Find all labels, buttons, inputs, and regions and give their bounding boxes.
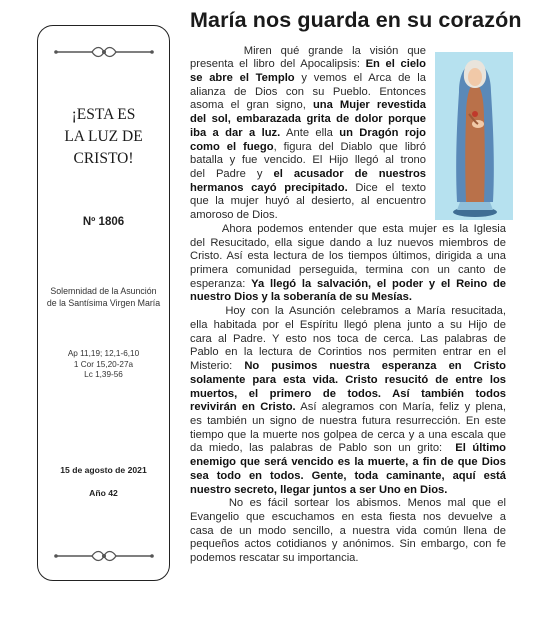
- issue-number: Nº 1806: [82, 216, 125, 228]
- bold-text: revivirán en Cristo.: [190, 401, 296, 414]
- body-text: alianza de Dios con su Pueblo. Entonces: [190, 85, 426, 98]
- article-line: [190, 277, 506, 291]
- reading-item: Lc 1,39-56: [84, 370, 123, 379]
- article-line: [190, 304, 506, 318]
- sidebar-title-line: CRISTO!: [73, 150, 134, 167]
- virgin-mary-statue-icon: [435, 52, 513, 220]
- sidebar-panel: [37, 25, 170, 581]
- bold-text: una Mujer revestida: [312, 99, 426, 112]
- body-text: tiempo que la muerte nos golpea de cerca y a una escala que: [190, 428, 506, 441]
- article-title: María nos guarda en su corazón: [190, 8, 522, 32]
- body-text: asoma el gran signo,: [190, 99, 313, 112]
- bold-text: En el cielo: [365, 58, 426, 71]
- article-line: [190, 98, 426, 112]
- bold-text: iba a dar a luz.: [190, 126, 281, 139]
- feast-name: [38, 285, 169, 309]
- sidebar-title-line: ¡ESTA ES: [71, 106, 136, 123]
- sidebar-title: [38, 104, 169, 170]
- article-line: [190, 469, 506, 483]
- body-text: Cristo. Así esta lectura de los tiempos últimos, dirigida a una: [190, 250, 506, 263]
- article-line: [190, 236, 506, 250]
- article-line: [190, 318, 506, 332]
- article-line: [190, 483, 506, 497]
- body-text: del Padre y: [190, 167, 274, 180]
- body-text: podemos rescatar su importancia.: [190, 552, 359, 565]
- article-line: [190, 126, 426, 140]
- article-line: [190, 400, 506, 414]
- body-text: , figura del Diablo que libró: [273, 140, 426, 153]
- article-line: [190, 153, 426, 167]
- body-text: Así alegramos con María, feliz y plena,: [295, 401, 506, 414]
- bold-text: sea todo en todos. Gente, toda caminante, aquí está: [190, 469, 506, 482]
- body-text: que la mujer huyó al desierto, al encuentro: [190, 195, 426, 208]
- body-text: Hoy con la Asunción celebramos a María resucitada,: [190, 305, 506, 318]
- article-line: [190, 140, 426, 154]
- body-text: ella habitada por el Espíritu llegó plena junto a su Hijo de: [190, 318, 506, 331]
- body-text: amoroso de Dios.: [190, 209, 278, 222]
- body-text: pequeños actos cotidianos y anónimos. Sin embargo, con fe: [190, 538, 506, 551]
- article-line: [190, 194, 426, 208]
- article-line: [190, 44, 426, 58]
- body-text: y vemos el Arca de la: [294, 71, 426, 84]
- body-text: Pablo en la lectura de Corintios nos permiten entrar en el: [190, 346, 506, 359]
- article-line: [190, 71, 426, 85]
- article-line: [190, 85, 426, 99]
- article-line: [190, 428, 506, 442]
- article-line: [190, 455, 506, 469]
- reading-item: 1 Cor 15,20-27a: [73, 359, 134, 369]
- ornament-bottom-icon: [52, 548, 156, 564]
- article-line: [190, 263, 506, 277]
- body-text: casa de un modo sencillo, a nuestra vida común llena de: [190, 524, 506, 537]
- ornament-top-icon: [52, 44, 156, 60]
- body-text: batalla y fue vencido. El Hijo llegó al trono: [190, 154, 426, 167]
- virgin-mary-statue-image: [435, 52, 513, 220]
- bold-text: Ya llegó la salvación, el poder y el Reino de: [251, 277, 507, 290]
- body-text: presenta el libro del Apocalipsis:: [190, 58, 366, 71]
- feast-line: Solemnidad de la Asunción: [50, 286, 157, 296]
- readings-list: [38, 349, 169, 381]
- article-line: [190, 359, 506, 373]
- bold-text: muertos, el primero de todos. Así también todos: [190, 387, 506, 400]
- body-text: primera comunidad perseguida, termina con un canto de: [190, 264, 506, 277]
- article-line: [190, 345, 506, 359]
- bold-text: nuestro Dios y la soberanía de su Mesías.: [190, 291, 412, 304]
- article-line: [190, 112, 426, 126]
- body-text: cara al Padre. Y esto nos toca de cerca. Las palabras de: [190, 332, 506, 345]
- body-text: Ante ella: [280, 126, 340, 139]
- article-line: [190, 249, 506, 263]
- body-text: Miren qué grande la visión que: [190, 44, 426, 57]
- body-text: del Resucitado, ella sigue dando a luz nuevos miembros de: [190, 236, 506, 249]
- feast-line: de la Santísima Virgen María: [46, 298, 161, 308]
- bold-text: un Dragón rojo: [339, 126, 426, 139]
- bold-text: se abre el Templo: [190, 71, 295, 84]
- article-line: [190, 290, 506, 304]
- article-line: [190, 373, 506, 387]
- article-line: [190, 208, 426, 222]
- article-line: [190, 387, 506, 401]
- article-line: [190, 181, 426, 195]
- body-text: es también un signo de nuestra futura resurrección. En este: [190, 414, 506, 427]
- bold-text: hermanos cayó precipitado.: [190, 181, 348, 194]
- bold-text: enemigo que será vencido es la muerte, a fin de que Dios: [190, 456, 506, 469]
- article-line: [190, 222, 506, 236]
- bold-text: del sol, embarazada grita de dolor porque: [190, 113, 426, 126]
- bold-text: el acusador de nuestros: [273, 167, 426, 180]
- article-line: [190, 57, 426, 71]
- bold-text: nuestro secreto, llegar juntos a ser Uno en Dios.: [190, 483, 448, 496]
- article-line: [190, 510, 506, 524]
- article-line: [190, 167, 426, 181]
- issue-year: Año 42: [89, 488, 118, 498]
- body-text: esperanza:: [190, 277, 252, 290]
- bold-text: El último: [455, 442, 506, 455]
- body-text: Misterio:: [190, 360, 245, 373]
- article-line: [190, 332, 506, 346]
- bold-text: como el fuego: [190, 140, 274, 153]
- article-line: [190, 524, 506, 538]
- sidebar-title-line: LA LUZ DE: [64, 128, 143, 145]
- article-line: [190, 537, 506, 551]
- body-text: No es fácil sortear los abismos. Menos mal que el: [190, 497, 506, 510]
- bold-text: solamente para esta vida. Cristo resucitó de entre los: [190, 373, 506, 386]
- bold-text: No pusimos nuestra esperanza en Cristo: [244, 360, 506, 373]
- body-text: Evangelio que escuchamos en esta fiesta nos devuelve a: [190, 510, 506, 523]
- issue-date: 15 de agosto de 2021: [60, 465, 147, 475]
- body-text: Ahora podemos entender que esta mujer es la Iglesia: [190, 222, 506, 235]
- article-line: [190, 414, 506, 428]
- article-line: [190, 441, 506, 455]
- article-line: [190, 496, 506, 510]
- body-text: da miedo, las palabras de Pablo son un grito:: [190, 442, 456, 455]
- reading-item: Ap 11,19; 12,1-6,10: [67, 349, 140, 358]
- body-text: Dice el texto: [347, 181, 426, 194]
- article-line: [190, 551, 506, 565]
